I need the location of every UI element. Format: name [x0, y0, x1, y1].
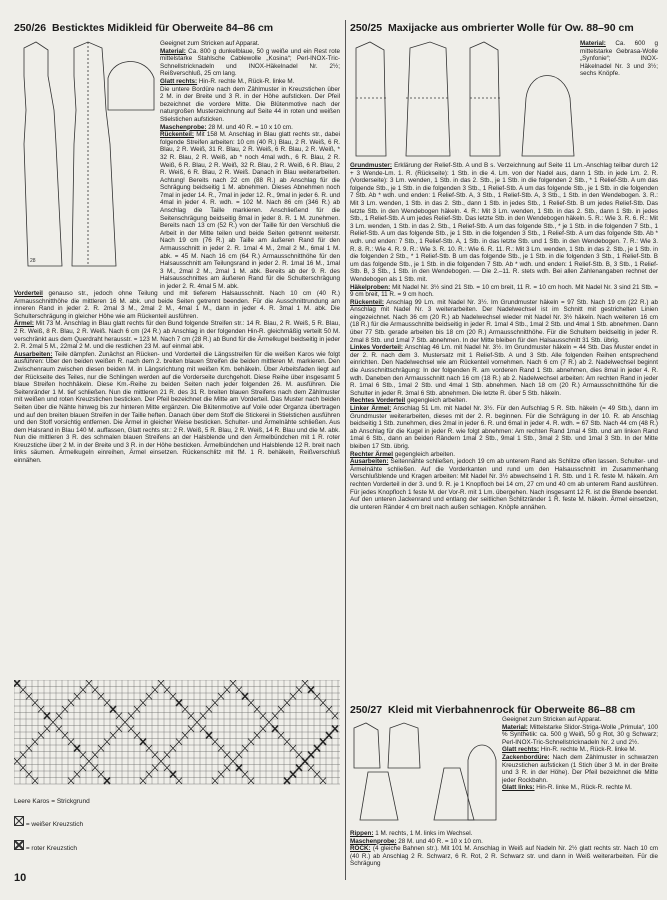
- chart-cross-stitch: [182, 706, 188, 713]
- article2-rechtes-label: Rechtes Vorderteil: [350, 397, 406, 405]
- chart-cross-stitch: [278, 732, 284, 739]
- chart-cross-stitch: [236, 687, 242, 694]
- chart-cross-stitch: [230, 680, 236, 687]
- article1-legend-red: [14, 840, 77, 852]
- chart-cross-stitch: [20, 765, 26, 772]
- article3-text-bottom: [350, 830, 658, 890]
- article1-maschenprobe-label: Maschenprobe:: [160, 123, 207, 131]
- article1-intro: Geeignet zum Stricken auf Apparat.: [160, 40, 260, 47]
- article1-ruecken-text: Mit 158 M. Anschlag in Blau glatt rechts str., dabei folgende Streifen arbeiten: 10 cm (40 R.) Blau, 2 R. Weiß, 6 R. Blau, 2 R. Weiß, 31 R. Blau, 2 R. Weiß, 6 R. Blau, 2 R. Weiß, * 32 R. Blau, 2 R. Weiß, ab * noch 4mal wdh., 6 R. Blau, 2 R. Weiß, 6 R. Blau, 2 R. Weiß, 32 R. Blau, 2 R. Weiß, 6 R. Blau, 2 R. Weiß, 6 R. Blau, 2 R. Weiß. Danach in Blau weiterarbeiten. Achtung! Bereits nach 22 cm (88 R.) ab Anschlag für die Schrägung beidseitig 1 M. abnehmen. Dieses Abnehmen noch 7mal in jeder 14. R., 7mal in jeder 12. R., 9mal in jeder 6. R. und 4mal in jeder 4. R. wdh. = 102 M. Nach 86 cm (346 R.) ab Anschlag die Taille markieren. Anschließend für die Seitenschrägung beidseitig 8mal in jeder 8. R. 1 M. zunehmen. Bereits nach 13 cm (52 R.) von der Taille für den Verschluß die Arbeit in der Mitte teilen und beide Seiten getrennt weiterstr. Nach 19 cm (76 R.) ab Taille am äußeren Rand für den Armausschnitt in jeder 2. R. 1mal 4 M., 2mal 2 M., 6mal 1 M. abk. = 45 M. Nach 16 cm (64 R.) Armausschnitthöhe für den Halsausschnitt am Teilungsrand in jeder 2. R. 1mal 16 M., 1mal 3 M., 2mal 2 M., 2mal 1 M. abk. Bereits ab der 9. R. des Halsausschnittes am äußeren Rand für die Schulterschrägung in jeder 2. R. 4mal 5 M. abk.: [160, 131, 340, 290]
- article3-material-label: Material:: [502, 723, 528, 731]
- chart-cross-stitch: [146, 771, 152, 778]
- chart-cross-stitch: [176, 700, 182, 707]
- chart-cross-stitch: [260, 726, 266, 733]
- chart-cross-stitch: [20, 687, 26, 694]
- chart-cross-stitch: [32, 778, 38, 785]
- article1-vorder-text: genauso str., jedoch ohne Teilung und mit tieferem Halsausschnitt. Nach 10 cm (40 R.) Armausschnitthöhe die mittleren 16 M. abk. und beide Seiten getrennt beenden. Für die Ausschnittrundung am inneren Rand in jeder 2. R. 2mal 3 M., 2mal 2 M., 4mal 1 M., dann in jeder 4. R. 3mal 1 M. abk. Die Schulterschrägung in gleicher Höhe wie am Rückenteil ausführen.: [14, 290, 340, 320]
- chart-cross-stitch: [122, 719, 128, 726]
- chart-cross-stitch: [230, 758, 236, 765]
- article1-legend-white: [14, 816, 83, 828]
- chart-cross-stitch: [26, 745, 32, 752]
- chart-cross-stitch: [74, 745, 80, 752]
- chart-cross-stitch: [290, 693, 296, 700]
- chart-cross-stitch: [20, 752, 26, 759]
- article2-heading: [350, 22, 634, 34]
- chart-cross-stitch: [50, 719, 56, 726]
- article2-title: Maxijacke aus ombrierter Wolle für Ow. 88–90 cm: [387, 22, 634, 34]
- chart-cross-stitch: [68, 700, 74, 707]
- chart-cross-stitch: [290, 745, 296, 752]
- chart-cross-stitch: [32, 739, 38, 746]
- chart-cross-stitch: [38, 732, 44, 739]
- chart-cross-stitch: [140, 700, 146, 707]
- article1-aermel-label: Ärmel:: [14, 320, 34, 328]
- chart-cross-stitch: [80, 752, 86, 759]
- chart-cross-stitch: [134, 706, 140, 713]
- chart-cross-stitch: [26, 693, 32, 700]
- chart-cross-stitch: [320, 700, 326, 707]
- article2-grund-label: Grundmuster:: [350, 162, 392, 169]
- chart-cross-stitch: [308, 765, 314, 772]
- chart-cross-stitch: [128, 726, 134, 733]
- chart-cross-stitch: [44, 726, 50, 733]
- chart-cross-stitch: [218, 745, 224, 752]
- article3-rock-text: (4 gleiche Bahnen str.). Mit 101 M. Anschlag in Weiß auf Nadeln Nr. 2½ glatt rechts str. Nach 10 cm (40 R.) ab Anschlag 2 R. Schwarz, 6 R. Rot, 2 R. Schwarz str. und dann in Weiß weiterarbeiten. Für die Schrägung: [350, 845, 658, 868]
- chart-cross-stitch: [200, 713, 206, 720]
- article1-text-bottom: [14, 290, 340, 672]
- chart-cross-stitch: [92, 687, 98, 694]
- article2-ruecken-label: Rückenteil:: [350, 298, 384, 306]
- chart-cross-stitch: [320, 739, 326, 746]
- article2-text-side: [580, 40, 658, 162]
- chart-cross-stitch: [128, 713, 134, 720]
- chart-cross-stitch: [152, 687, 158, 694]
- article2-haekel-text: Mit Nadel Nr. 3½ sind 21 Stb. = 10 cm breit, 11 R. = 10 cm hoch. Mit Nadel Nr. 3 sind 21 Stb. = 9 cm breit, 11 R. = 9 cm hoch.: [350, 283, 658, 299]
- chart-cross-stitch: [206, 732, 212, 739]
- article2-aermel-label: Linker Ärmel:: [350, 405, 392, 412]
- article1-stitch-chart: [14, 680, 340, 790]
- chart-cross-stitch: [200, 726, 206, 733]
- article1-ruecken-label: Rückenteil:: [160, 131, 194, 139]
- article1-maschenprobe-text: 28 M. und 40 R. = 10 x 10 cm.: [208, 123, 293, 131]
- chart-cross-stitch: [278, 706, 284, 713]
- chart-cross-stitch: [254, 706, 260, 713]
- chart-cross-stitch: [332, 713, 338, 720]
- article3-glatt-links-text: Hin-R. linke M., Rück-R. rechte M.: [536, 784, 632, 792]
- article3-text-side: [502, 716, 658, 828]
- article3-glatt-links-label: Glatt links:: [502, 784, 535, 792]
- article2-text-main: [350, 162, 658, 702]
- chart-cross-stitch: [326, 706, 332, 713]
- chart-cross-stitch: [212, 700, 218, 707]
- article3-rippen-label: Rippen:: [350, 830, 374, 837]
- article2-ruecken-text: Anschlag 99 Lm. mit Nadel Nr. 3½. Im Grundmuster häkeln = 97 Stb. Nach 19 cm (22 R.) ab Anschlag mit Nadel Nr. 3 weiterarbeiten. Der Nadelwechsel ist im Schnitt mit gestrichelten Linien eingezeichnet. Nach 36 cm (20 R.) ab Nadelwechsel wieder mit Nadel Nr. 3½ häkeln. Nach weiteren 16 cm (18 R.) für die Armausschnitte beidseitig in jeder R. 1mal 4 Stb., 1mal 2 Stb. und 4mal 1 Stb. abnehmen. Dann über 77 Stb. gerade arbeiten bis 18 cm (20 R.) Armausschnitthöhe. Für die Schultern beidseitig in jeder R. 2mal 8 Stb. und 1mal 7 Stb. abnehmen. In der Mitte bleiben für den Halsausschnitt 31 Stb. übrig.: [350, 298, 658, 344]
- article1-text-top: [160, 40, 340, 290]
- chart-cross-stitch: [260, 713, 266, 720]
- chart-cross-stitch: [62, 732, 68, 739]
- article2-material-text: Ca. 600 g mittelstarke Gebrasa-Wolle „Synfonie“; INOX-Häkelnadel Nr. 3 und 3½; sechs Knöpfe.: [580, 40, 658, 78]
- article3-intro: Geeignet zum Stricken auf Apparat.: [502, 716, 602, 723]
- chart-cross-stitch: [38, 706, 44, 713]
- article1-legend-white-text: = weißer Kreuzstich: [25, 821, 84, 828]
- chart-cross-stitch: [188, 713, 194, 720]
- article1-glatt-label: Glatt rechts:: [160, 77, 198, 85]
- chart-cross-stitch: [68, 739, 74, 746]
- chart-cross-stitch: [62, 706, 68, 713]
- chart-cross-stitch: [326, 732, 332, 739]
- chart-cross-stitch: [212, 739, 218, 746]
- chart-cross-stitch: [32, 700, 38, 707]
- article2-grund-text: Erklärung der Relief-Stb. A und B s. Verzeichnung auf Seite 11 Lm.-Anschlag teilbar durch 12 + 3 Wende-Lm. 1. R. (Rückseite): 1 Stb. in die 4. Lm. von der Nadel aus, dann 1 Stb. in jede Lm. 2. R. (Vorderseite): 3 Lm. wenden, 1 Stb. in das 2. Stb., je 1 Stb. in die folgenden 2 Stb., * 1 Relief-Stb. A um das folgende Stb., je 1 Stb. in die folgenden 3 Stb., 1 Relief-Stb. A um das folgende Stb., je 1 Stb. in die folgenden 7 Stb. Ab * wdh. und enden: 1 Relief-Stb. A, 3 Stb., 1 Relief-Stb. A, 3 Stb., 1 Stb. in den Wendebogen. 3. R.: Mit 3 Lm. wenden, 1 Stb. in das 2. Stb., dann 1 Stb. in jedes Stb., 1 Relief-Stb. B um jedes Relief-Stb. Das letzte Stb. in den Wendebogen häkeln. 4. R.: Mit 3 Lm. wenden, 1 Stb. in das 2. Stb., dann 1 Stb. in jedes Stb., 1 Relief-Stb. A um jedes Relief-Stb. Das letzte Stb. in den Wendebogen häkeln. 5. R.: Wie 3. R. 6. R.: Mit 3 Lm. wenden, 1 Stb. in das 2. Stb., 1 Relief-Stb. A um das folgende Stb., * je 1 Stb. in die folgenden 7 Stb., 1 Relief-Stb. A um das folgende Stb., je 1 Stb. in die folgenden 3 Stb., 1 Relief-Stb. A um das folgende Stb. Ab * wdh. und enden: 7 Stb., 1 Relief-Stb. A, 1 Stb. in das letzte Stb. und 1 Stb. in den Wendebogen. 7. R.: Wie 3. R. 8. R.: Wie 4. R. 9. R.: Wie 3. R. 10. R.: Wie 6. R. 11. R.: Mit 3 Lm. wenden, 1 Stb. in das 2. Stb., je 1 Stb. in die folgenden 2 Stb., * 1 Relief-Stb. B um das folgende Stb., je 1 Stb. in die folgenden 3 Stb., 1 Relief-Stb. B um das folgende Stb., je 1 Stb. in die folgenden 7 Stb. Ab * wdh. und enden: 1 Relief-Stb. B, 3 Stb., 1 Relief-Stb. B, 3 Stb., 1 Stb. in den Wendebogen. — Die 2.–11. R. stets wdh. Bei allen Zahlenangaben rechnet der Wendebogen als 1 Stb. mit.: [350, 162, 658, 283]
- chart-cross-stitch: [290, 771, 296, 778]
- chart-cross-stitch: [68, 778, 74, 785]
- chart-cross-stitch: [248, 778, 254, 785]
- article2-code: 250/25: [350, 22, 383, 34]
- chart-cross-stitch: [248, 739, 254, 746]
- chart-cross-stitch: [164, 752, 170, 759]
- article1-bordure-text: Die untere Bordüre nach dem Zählmuster in Kreuzstichen über 2 M. in der Breite und 3 R. in der Höhe aufsticken. Der Pfeil bezeichnet die vordere Mitte. Die Blütenmotive nach der naturgroßen Musterzeichnung auf Seite 44 in roten und weißen Stielstichen aufsticken.: [160, 85, 340, 123]
- chart-cross-stitch: [248, 700, 254, 707]
- chart-cross-stitch: [224, 687, 230, 694]
- chart-cross-stitch: [242, 771, 248, 778]
- chart-cross-stitch: [164, 687, 170, 694]
- chart-cross-stitch: [266, 719, 272, 726]
- chart-cross-stitch: [320, 778, 326, 785]
- chart-cross-stitch: [194, 719, 200, 726]
- chart-cross-stitch: [170, 771, 176, 778]
- chart-cross-stitch: [296, 765, 302, 772]
- chart-cross-stitch: [98, 745, 104, 752]
- chart-cross-stitch: [308, 687, 314, 694]
- article2-raermel-text: gegengleich arbeiten.: [394, 450, 456, 458]
- chart-cross-stitch: [134, 732, 140, 739]
- chart-cross-stitch: [188, 726, 194, 733]
- article2-links-text: Anschlag 46 Lm. mit Nadel Nr. 3½. Im Grundmuster häkeln = 44 Stb. Das Muster endet in der 2. R. nach dem 3. Mustersatz mit 1 Relief-Stb. A und 3 Stb. Alle folgenden Reihen entsprechend einrichten. Den Nadelwechsel wie am Rückenteil vornehmen. Nach 6 cm (7 R.) ab 2. Nadelwechsel beginnt die Ausschnittschrägung: In der folgenden R. am vorderen Rand 1 Stb. abnehmen, dies 8mal in jeder 4. R. wdh. Daneben den Armausschnitt nach 16 cm (18 R.) ab 2. Nadelwechsel arbeiten: Am rechten Rand in jeder R. 1mal 6 Stb., 1mal 2 Stb. und 4mal 1 Stb. abnehmen. Nach 18 cm (20 R.) Armausschnitthöhe für die Schulter in jeder R. 3mal 6 Stb. abnehmen. Die letzte R. über 5 Stb. häkeln.: [350, 344, 658, 397]
- chart-cross-stitch: [92, 752, 98, 759]
- article1-legend-red-text: = roter Kreuzstich: [25, 845, 77, 852]
- article1-glatt-text: Hin-R. rechte M., Rück-R. linke M.: [198, 77, 295, 85]
- chart-cross-stitch: [296, 687, 302, 694]
- chart-cross-stitch: [236, 765, 242, 772]
- chart-cross-stitch: [224, 752, 230, 759]
- chart-cross-stitch: [116, 713, 122, 720]
- chart-cross-stitch: [224, 765, 230, 772]
- chart-cross-stitch: [308, 752, 314, 759]
- article3-title: Kleid mit Vierbahnenrock für Oberweite 86–88 cm: [387, 704, 636, 716]
- chart-cross-stitch: [176, 778, 182, 785]
- article3-code: 250/27: [350, 704, 383, 716]
- article2-rechtes-text: gegengleich arbeiten.: [406, 397, 468, 405]
- chart-cross-stitch: [206, 706, 212, 713]
- chart-cross-stitch: [110, 706, 116, 713]
- article3-zacken-text: Nach dem Zählmuster in schwarzen Kreuzstichen aufsticken (1 Stich über 3 M. in der Breite und 3 R. in der Höhe). Der Pfeil bezeichnet die Mitte jeder Rockbahn.: [502, 753, 658, 784]
- chart-cross-stitch: [170, 745, 176, 752]
- article1-title: Besticktes Midikleid für Oberweite 84–86 cm: [51, 22, 274, 34]
- article2-ausarb-text: Seitennähte schließen, jedoch 19 cm ab unterem Rand als Schlitze offen lassen. Schulter- und Ärmelnähte schließen. Auf die Vorderkanten und rund um den Halsausschnitt im Zusammenhang Verschlußblende und Kragen arbeiten: Mit Nadel Nr. 3½ abwechselnd 1 R. Stb. und 1 R. feste M. häkeln. Am rechten Vorderteil in der 3. und 9. R. je 1 Knopfloch bei 14 cm, 27 cm und 40 cm ab unterem Rand ausführen. Für jedes Knopfloch 1 feste M. der Vor-R. mit 1 Lm. übergehen. Nach insgesamt 12 R. ist die Blende beendet. Auf den unteren Jackenrand und entlang der seitlichen Schlitzränder 1 R. feste M. häkeln. Ärmel einsetzen, die unteren Ränder 4 cm breit nach außen schlagen. Knöpfe annähen.: [350, 458, 658, 511]
- chart-cross-stitch: [92, 765, 98, 772]
- article3-glatt-label: Glatt rechts:: [502, 746, 540, 754]
- chart-cross-stitch: [212, 778, 218, 785]
- chart-cross-stitch: [284, 700, 290, 707]
- chart-cross-stitch: [158, 758, 164, 765]
- chart-cross-stitch: [242, 693, 248, 700]
- chart-cross-stitch: [272, 713, 278, 720]
- chart-cross-stitch: [44, 713, 50, 720]
- chart-cross-stitch: [302, 680, 308, 687]
- chart-cross-stitch: [116, 726, 122, 733]
- chart-cross-stitch: [170, 693, 176, 700]
- article1-ausarb-label: Ausarbeiten:: [14, 350, 53, 358]
- chart-cross-stitch: [314, 771, 320, 778]
- article3-maschen-text: 28 M. und 40 R. = 10 x 10 cm.: [398, 837, 483, 845]
- article2-links-label: Linkes Vorderteil:: [350, 344, 403, 352]
- chart-cross-stitch: [176, 739, 182, 746]
- chart-cross-stitch: [152, 752, 158, 759]
- article1-diagram-width: 28: [30, 258, 36, 264]
- chart-cross-stitch: [146, 693, 152, 700]
- article1-material-label: Material:: [160, 47, 186, 55]
- chart-cross-stitch: [218, 771, 224, 778]
- article1-vorder-label: Vorderteil: [14, 290, 43, 297]
- chart-cross-stitch: [74, 771, 80, 778]
- article3-rippen-text: 1 M. rechts, 1 M. links im Wechsel.: [375, 830, 473, 837]
- chart-cross-stitch: [104, 739, 110, 746]
- chart-cross-stitch: [98, 771, 104, 778]
- article1-legend-karo: Leere Karos = Strickgrund: [14, 798, 90, 805]
- chart-cross-stitch: [140, 778, 146, 785]
- red-cross-icon: [14, 840, 24, 850]
- chart-cross-stitch: [302, 758, 308, 765]
- chart-cross-stitch: [80, 765, 86, 772]
- article2-ausarb-label: Ausarbeiten:: [350, 458, 389, 466]
- chart-cross-stitch: [14, 680, 20, 687]
- chart-cross-stitch: [152, 765, 158, 772]
- page-number: 10: [14, 872, 27, 884]
- article1-material-text: Ca. 800 g dunkelblaue, 50 g weiße und ein Rest rote mittelstarke Stahlsche Cablewolle „Kosina“; Perl-INOX-Tric-Schnellstricknadeln und INOX-Häkelnadel Nr. 2½; Reißverschluß, 25 cm lang.: [160, 47, 340, 78]
- chart-cross-stitch: [104, 778, 110, 785]
- chart-cross-stitch: [80, 687, 86, 694]
- article2-pattern-diagram: [350, 38, 578, 158]
- chart-cross-stitch: [332, 726, 338, 733]
- chart-cross-stitch: [26, 771, 32, 778]
- chart-cross-stitch: [218, 693, 224, 700]
- chart-cross-stitch: [272, 726, 278, 733]
- article1-ausarb-text: Teile dämpfen. Zunächst an Rücken- und Vorderteil die Längsstreifen für die weißen Karos wie folgt ausführen: Über den beiden weißen R. nach dem 2. breiten blauen Streifen die beiden mittleren M. markieren. Den Zwischenraum zwischen diesen beiden M. in Längsrichtung mit weißen Km. behäkeln. Über Arbeitsfaden liegt auf der Rückseite des Teiles, nur die Schlingen werden auf die Vorderseite durchgeholt. Diese Reihe über insgesamt 5 blaue Streifen hochhäkeln. Diese Km.-Reihe zu beiden Seiten nach jeder folgenden 26. M. ausführen. Die Seitenränder 1 M. tief schließen. Nun die mittleren 21 R. des 31 R. breiten blauen Streifens nach dem Zählmuster mit weißen und roten Kreuzstichen besticken. Der Pfeil bezeichnet die Mitte am Vorderteil. Das Muster nach beiden Seiten über die Nähte hinweg bis zur hinteren Mitte ergänzen. Die Blütenmotive auf Voile oder Organza übertragen und auf den breiten blauen Streifen in der Taille heften. Danach über dem Stoff die Stickerei in Stielstichen ausführen und den Stoff vorsichtig entfernen. Die Ärmel in gleicher Weise besticken. Schulter- und Ärmelnähte schließen. Aus dem Halsrand in Blau 140 M. auffassen, Glatt rechts str.: 2 R. Weiß, 5 R. Blau, 2 R. Weiß, 14 R. Blau und die M. abk. Nun die mittleren 3 R. des schmalen blauen Streifens an der Halsblende und den Ärmelbündchen mit 1 R. roter Kreuzstiche über 2 M. in der Breite und 3 R. in der Höhe besticken. Ärmelbündchen und Halsblende 12 R. breit nach links säumen. Ärmelkugeln einreihen, Ärmel einsetzen. Rückenschlitz mit fM. 1 R. behäkeln, Reißverschluß einnähen.: [14, 350, 340, 465]
- article1-code: 250/26: [14, 22, 47, 34]
- chart-cross-stitch: [236, 752, 242, 759]
- white-cross-icon: [14, 816, 24, 826]
- chart-cross-stitch: [284, 778, 290, 785]
- chart-cross-stitch: [242, 745, 248, 752]
- article3-maschen-label: Maschenprobe:: [350, 837, 397, 845]
- chart-cross-stitch: [284, 739, 290, 746]
- article3-material-text: Mittelstarke Slidor-Striga-Wolle „Primula“, 100 % Synthetik: ca. 500 g Weiß, 50 g Rot, 30 g Schwarz; Perl-INOX-Tric-Schnellstricknadeln Nr. 2 und 2½.: [502, 723, 658, 746]
- chart-cross-stitch: [314, 745, 320, 752]
- chart-cross-stitch: [74, 693, 80, 700]
- chart-cross-stitch: [110, 732, 116, 739]
- chart-cross-stitch: [56, 713, 62, 720]
- chart-cross-stitch: [104, 700, 110, 707]
- chart-cross-stitch: [314, 693, 320, 700]
- chart-cross-stitch: [164, 765, 170, 772]
- article3-glatt-text: Hin-R. rechte M., Rück-R. linke M.: [540, 746, 637, 754]
- chart-cross-stitch: [158, 680, 164, 687]
- chart-cross-stitch: [14, 758, 20, 765]
- article2-haekel-label: Häkelproben:: [350, 283, 391, 291]
- chart-cross-stitch: [146, 745, 152, 752]
- article3-zacken-label: Zackenbordüre:: [502, 753, 550, 761]
- chart-cross-stitch: [98, 693, 104, 700]
- chart-cross-stitch: [182, 732, 188, 739]
- article3-rock-label: ROCK:: [350, 845, 371, 853]
- article2-raermel-label: Rechter Ärmel: [350, 450, 394, 458]
- article3-heading: [350, 704, 635, 716]
- chart-cross-stitch: [86, 680, 92, 687]
- chart-cross-stitch: [254, 732, 260, 739]
- article1-aermel-text: Mit 73 M. Anschlag in Blau glatt rechts für den Bund folgende Streifen str.: 14 R. Blau, 2 R. Weiß, 5 R. Blau, 2 R. Weiß, 8 R. Blau, 2 R. Weiß. Nach 6 cm (24 R.) ab Anschlag in der folgenden Hin-R. gleichmäßig verteilt 50 M. verschränkt aus dem Querdraht herausstr. = 123 M. Nach 7 cm (28 R.) ab Bund für die Ärmelkugel beidseitig in jeder 2. R. 2mal 5 M., 22mal 2 M. und die restlichen 23 M. auf einmal abk.: [14, 320, 340, 351]
- chart-cross-stitch: [140, 739, 146, 746]
- article1-heading: [14, 22, 273, 34]
- article2-aermel-text: Anschlag 51 Lm. mit Nadel Nr. 3½. Für den Aufschlag 5 R. Stb. häkeln (= 49 Stb.), dann im Grundmuster weiterarbeiten, dieses mit der 2. R. beginnen. Für die Schrägung in der 10. R. ab Anschlag beidseitig 1 Stb. zunehmen, dies 2mal in jeder 6. R. und 6mal in jeder 4. R. wdh. = 67 Stb. Nach 44 cm (48 R.) ab Anschlag für die Kugel in jeder R. wie folgt abnehmen: Am rechten Rand 1mal 4 Stb. und am linken Rand 1mal 6 Stb., dann an beiden Rändern 1mal 2 Stb., 9mal 1 Stb., 3mal 2 Stb. und 1mal 3 Stb. In der Mitte bleiben 17 Stb. übrig.: [350, 405, 658, 450]
- chart-cross-stitch: [296, 752, 302, 759]
- chart-cross-stitch: [56, 726, 62, 733]
- article1-sleeve-diagram: [104, 44, 158, 114]
- article3-pattern-diagram: [350, 720, 500, 824]
- column-divider: [345, 20, 346, 880]
- chart-cross-stitch: [86, 758, 92, 765]
- article2-material-label: Material:: [580, 40, 606, 47]
